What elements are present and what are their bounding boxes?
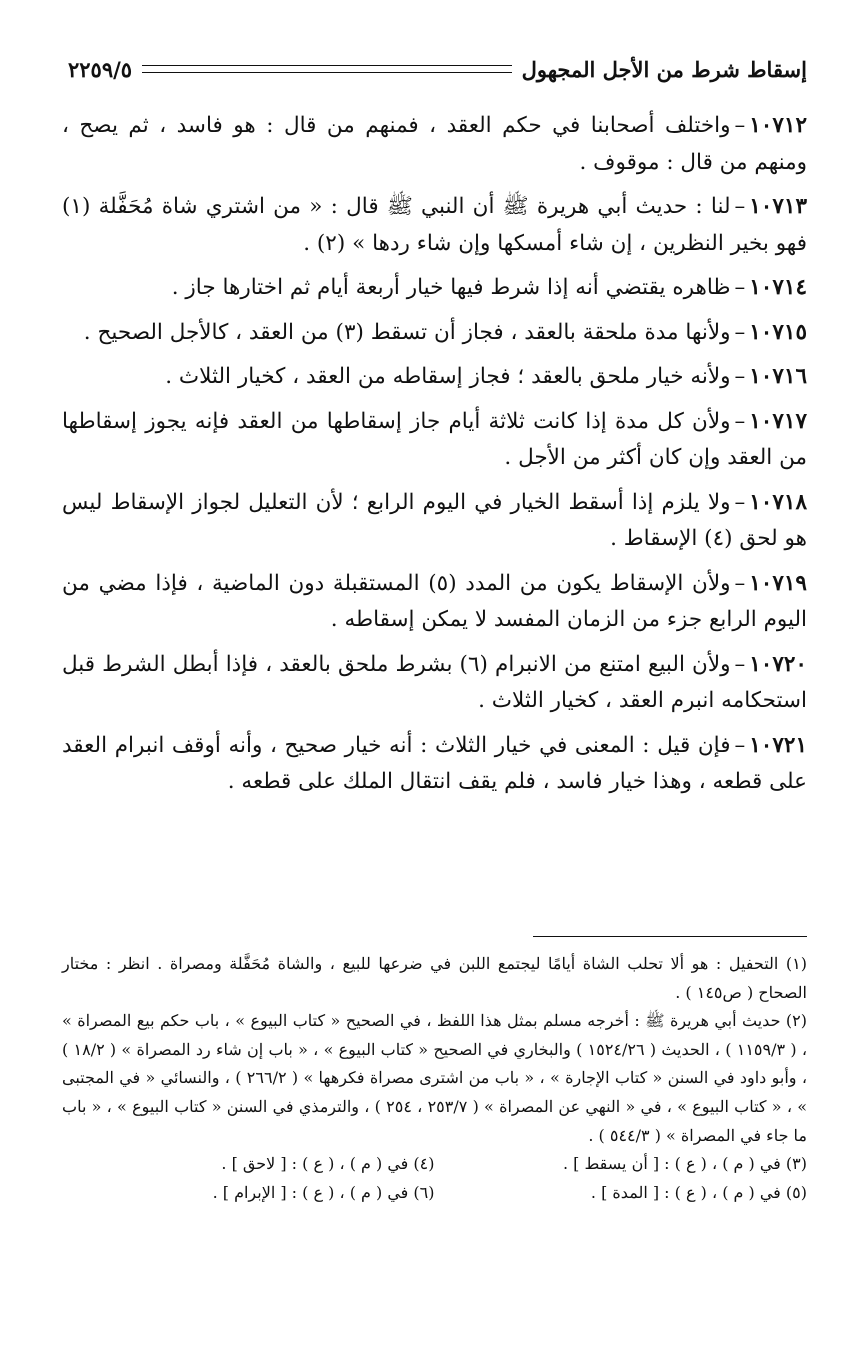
paragraph-text: فإن قيل : المعنى في خيار الثلاث : أنه خيار صحيح ، وأنه أوقف انبرام العقد على قطعه ، وهذا خيار فاسد ، فلم يقف انتقال الملك على قطعه . <box>62 732 807 794</box>
paragraph-text: ولا يلزم إذا أسقط الخيار في اليوم الرابع ؛ لأن التعليل لجواز الإسقاط ليس هو لحق (٤) الإسقاط . <box>62 489 807 551</box>
paragraph-10720: ١٠٧٢٠–ولأن البيع امتنع من الانبرام (٦) بشرط ملحق بالعقد ، فإذا أبطل الشرط قبل استحكامه انبرم العقد ، كخيار الثلاث . <box>62 651 807 713</box>
footnote-1: (١) التحفيل : هو ألا تحلب الشاة أيامًا ليجتمع اللبن في ضرعها للبيع ، والشاة مُحَفَّلة ومصراة . انظر : مختار الصحاح ( ص١٤٥ ) . <box>62 954 807 1002</box>
paragraph-10715: ١٠٧١٥–ولأنها مدة ملحقة بالعقد ، فجاز أن تسقط (٣) من العقد ، كالأجل الصحيح . <box>83 319 807 345</box>
footnote-5: (٥) في ( م ) ، ( ع ) : [ المدة ] . <box>590 1182 807 1202</box>
footnote-4: (٤) في ( م ) ، ( ع ) : [ لاحق ] . <box>221 1154 435 1174</box>
paragraph-number: ١٠٧١٦ <box>749 364 807 389</box>
paragraph-text: ولأن البيع امتنع من الانبرام (٦) بشرط ملحق بالعقد ، فإذا أبطل الشرط قبل استحكامه انبرم العقد ، كخيار الثلاث . <box>62 651 807 713</box>
paragraph-number: ١٠٧٢١ <box>749 732 807 758</box>
footnote-6: (٦) في ( م ) ، ( ع ) : [ الإبرام ] . <box>212 1182 435 1202</box>
paragraph-text: لنا : حديث أبي هريرة ﷺ أن النبي ﷺ قال : « من اشتري شاة مُحَفَّلة (١) فهو بخير النظرين ، إن شاء أمسكها وإن شاء ردها » (٢) . <box>62 194 807 256</box>
paragraph-10717: ١٠٧١٧–ولأن كل مدة إذا كانت ثلاثة أيام جاز إسقاطها من العقد فإنه يجوز إسقاطها من العقد وإن كان أكثر من الأجل . <box>62 408 807 470</box>
paragraph-text: ولأن كل مدة إذا كانت ثلاثة أيام جاز إسقاطها من العقد فإنه يجوز إسقاطها من العقد وإن كان أكثر من الأجل . <box>62 408 807 470</box>
paragraph-text: ولأنها مدة ملحقة بالعقد ، فجاز أن تسقط (٣) من العقد ، كالأجل الصحيح . <box>83 319 731 345</box>
paragraph-10716: ١٠٧١٦–ولأنه خيار ملحق بالعقد ؛ فجاز إسقاطه من العقد ، كخيار الثلاث . <box>165 364 807 389</box>
footnote-row-5-6 <box>62 1179 807 1208</box>
footnote-3: (٣) في ( م ) ، ( ع ) : [ أن يسقط ] . <box>562 1154 807 1174</box>
chapter-title: إسقاط شرط من الأجل المجهول <box>521 56 807 82</box>
footnote-2: (٢) حديث أبي هريرة ﷺ : أخرجه مسلم بمثل هذا اللفظ ، في الصحيح « كتاب البيوع » ، باب حكم بيع المصراة » ، ( ١١٥٩/٣ ) ، الحديث ( ١٥٢٤/٢٦ ) والبخاري في الصحيح « كتاب البيوع » ، « باب إن شاء رد المصراة » ( ١٨/٢ ) ، وأبو داود في السنن « كتاب الإجارة » ، « باب من اشترى مصراة فكرهها » ( ٢٦٦/٢ ) ، والنسائي « في المجتبى » ، « كتاب البيوع » ، في « النهي عن المصراة » ( ٢٥٣/٧ ، ٢٥٤ ) ، والترمذي في السنن « كتاب البيوع » ، « باب ما جاء في المصراة » ( ٥٤٤/٣ ) . <box>62 1011 808 1145</box>
body-text <box>62 108 807 809</box>
paragraph-10721: ١٠٧٢١–فإن قيل : المعنى في خيار الثلاث : أنه خيار صحيح ، وأنه أوقف انبرام العقد على قطعه ، وهذا خيار فاسد ، فلم يقف انتقال الملك على قطعه . <box>62 732 807 794</box>
footnote-row-3-4 <box>62 1150 807 1179</box>
paragraph-10714: ١٠٧١٤–ظاهره يقتضي أنه إذا شرط فيها خيار أربعة أيام ثم اختارها جاز . <box>171 275 807 300</box>
paragraph-10713: ١٠٧١٣–لنا : حديث أبي هريرة ﷺ أن النبي ﷺ قال : « من اشتري شاة مُحَفَّلة (١) فهو بخير النظرين ، إن شاء أمسكها وإن شاء ردها » (٢) . <box>62 194 807 256</box>
paragraph-number: ١٠٧١٣ <box>749 194 807 219</box>
footnote-separator <box>533 936 807 937</box>
header-double-rule <box>142 65 512 73</box>
paragraph-10719: ١٠٧١٩–ولأن الإسقاط يكون من المدد (٥) المستقبلة دون الماضية ، فإذا مضي من اليوم الرابع جزء من الزمان المفسد لا يمكن إسقاطه . <box>62 570 807 632</box>
paragraph-number: ١٠٧١٩ <box>749 570 807 596</box>
paragraph-number: ١٠٧٢٠ <box>749 651 807 677</box>
paragraph-text: ظاهره يقتضي أنه إذا شرط فيها خيار أربعة أيام ثم اختارها جاز . <box>171 275 731 300</box>
paragraph-10712: ١٠٧١٢–واختلف أصحابنا في حكم العقد ، فمنهم من قال : هو فاسد ، ثم يصح ، ومنهم من قال : موقوف . <box>62 113 807 175</box>
paragraph-number: ١٠٧١٤ <box>749 275 807 300</box>
paragraph-number: ١٠٧١٨ <box>749 489 807 515</box>
running-header <box>68 52 807 86</box>
paragraph-number: ١٠٧١٥ <box>749 319 807 345</box>
paragraph-text: ولأنه خيار ملحق بالعقد ؛ فجاز إسقاطه من العقد ، كخيار الثلاث . <box>165 364 731 389</box>
paragraph-number: ١٠٧١٧ <box>749 408 807 434</box>
page-reference: ٢٢٥٩/٥ <box>68 56 133 82</box>
paragraph-text: واختلف أصحابنا في حكم العقد ، فمنهم من قال : هو فاسد ، ثم يصح ، ومنهم من قال : موقوف . <box>62 113 807 175</box>
paragraph-number: ١٠٧١٢ <box>749 113 807 138</box>
paragraph-10718: ١٠٧١٨–ولا يلزم إذا أسقط الخيار في اليوم الرابع ؛ لأن التعليل لجواز الإسقاط ليس هو لحق (٤) الإسقاط . <box>62 489 807 551</box>
footnotes <box>62 950 807 1207</box>
paragraph-text: ولأن الإسقاط يكون من المدد (٥) المستقبلة دون الماضية ، فإذا مضي من اليوم الرابع جزء من الزمان المفسد لا يمكن إسقاطه . <box>62 570 807 632</box>
